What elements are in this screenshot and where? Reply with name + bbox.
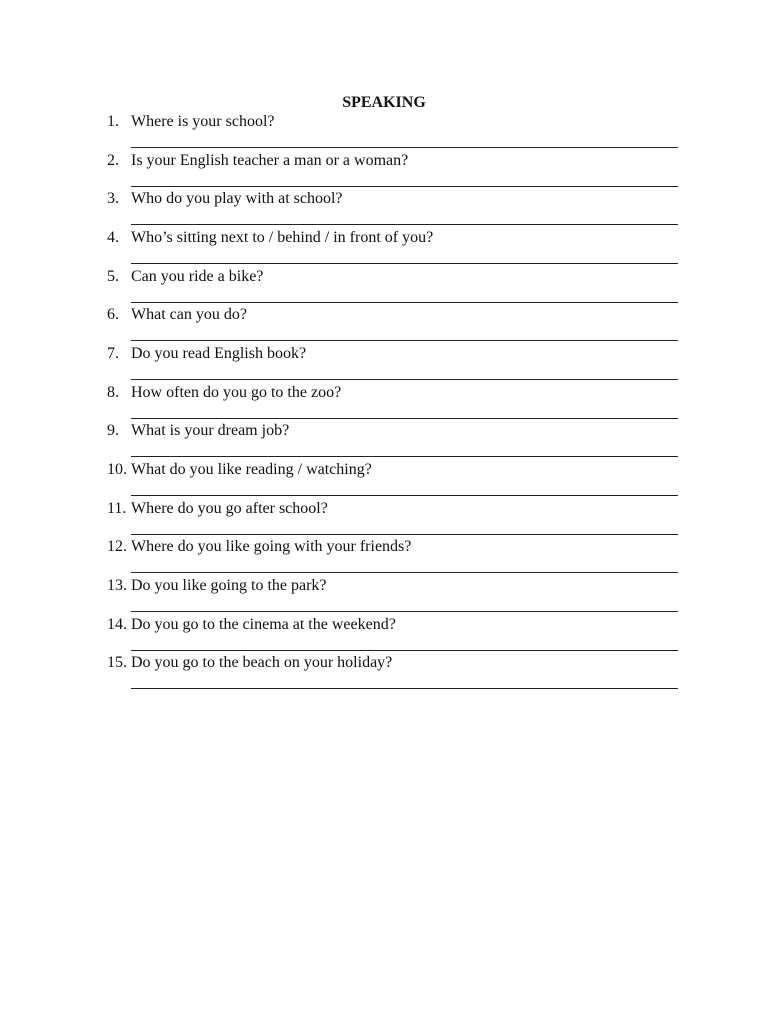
question-number: 13. xyxy=(107,576,127,594)
question-text: Do you go to the cinema at the weekend? xyxy=(131,615,396,633)
question-text: Can you ride a bike? xyxy=(131,267,264,285)
answer-line[interactable] xyxy=(131,379,678,380)
answer-line[interactable] xyxy=(131,147,678,148)
question-item xyxy=(107,653,678,692)
question-number: 11. xyxy=(107,499,127,517)
question-text: Do you read English book? xyxy=(131,344,307,362)
question-number: 9. xyxy=(107,422,119,440)
question-text: Do you go to the beach on your holiday? xyxy=(131,654,393,672)
answer-line[interactable] xyxy=(131,572,678,573)
question-text: How often do you go to the zoo? xyxy=(131,383,342,401)
question-item xyxy=(107,228,678,267)
question-number: 15. xyxy=(107,654,127,672)
answer-line[interactable] xyxy=(131,688,678,689)
question-text: What do you like reading / watching? xyxy=(131,460,372,478)
question-item xyxy=(107,383,678,422)
answer-line[interactable] xyxy=(131,302,678,303)
question-item xyxy=(107,421,678,460)
question-item xyxy=(107,344,678,383)
answer-line[interactable] xyxy=(131,650,678,651)
worksheet-title: SPEAKING xyxy=(342,94,426,111)
question-item xyxy=(107,305,678,344)
question-number: 6. xyxy=(107,306,119,324)
question-number: 5. xyxy=(107,267,119,285)
question-item xyxy=(107,460,678,499)
question-item xyxy=(107,615,678,654)
question-number: 14. xyxy=(107,615,127,633)
question-list xyxy=(107,112,678,692)
answer-line[interactable] xyxy=(131,263,678,264)
question-item xyxy=(107,576,678,615)
question-item xyxy=(107,267,678,306)
question-number: 12. xyxy=(107,538,127,556)
question-number: 2. xyxy=(107,151,119,169)
answer-line[interactable] xyxy=(131,186,678,187)
answer-line[interactable] xyxy=(131,224,678,225)
question-text: Who’s sitting next to / behind / in front of you? xyxy=(131,228,434,246)
answer-line[interactable] xyxy=(131,340,678,341)
answer-line[interactable] xyxy=(131,611,678,612)
question-item xyxy=(107,189,678,228)
question-number: 10. xyxy=(107,460,127,478)
question-text: Who do you play with at school? xyxy=(131,190,343,208)
question-number: 8. xyxy=(107,383,119,401)
question-number: 4. xyxy=(107,228,119,246)
question-number: 3. xyxy=(107,190,119,208)
question-number: 1. xyxy=(107,113,119,130)
question-text: Do you like going to the park? xyxy=(131,576,327,594)
answer-line[interactable] xyxy=(131,534,678,535)
question-item xyxy=(107,151,678,190)
question-text: Where is your school? xyxy=(131,113,275,130)
question-text: Where do you like going with your friends? xyxy=(131,538,412,556)
question-item xyxy=(107,537,678,576)
question-text: Where do you go after school? xyxy=(131,499,328,517)
question-text: What is your dream job? xyxy=(131,422,290,440)
question-text: Is your English teacher a man or a woman? xyxy=(131,151,409,169)
question-number: 7. xyxy=(107,344,119,362)
answer-line[interactable] xyxy=(131,418,678,419)
question-item xyxy=(107,112,678,151)
answer-line[interactable] xyxy=(131,456,678,457)
answer-line[interactable] xyxy=(131,495,678,496)
question-text: What can you do? xyxy=(131,306,247,324)
question-item xyxy=(107,499,678,538)
